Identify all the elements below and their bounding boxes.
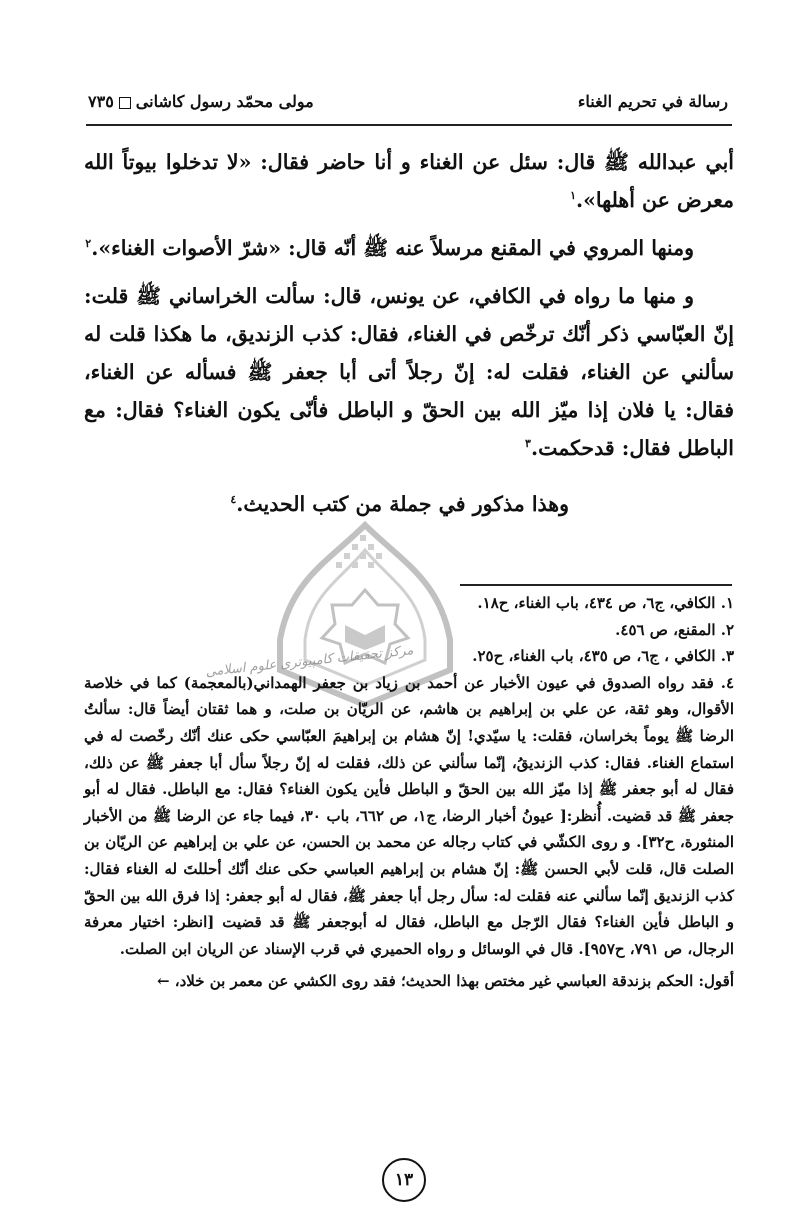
running-header	[88, 90, 728, 120]
footnotes	[84, 590, 734, 995]
main-text	[84, 143, 734, 523]
page-reference: ٧٣٥	[88, 92, 114, 111]
running-title: رسالة في تحريم الغناء	[577, 92, 728, 111]
paragraph: أبي عبدالله ﷺ قال: سئل عن الغناء و أنا حاضر فقال: «لا تدخلوا بيوتاً الله معرض عن أهلها».$^١$	[84, 150, 734, 212]
running-author	[88, 92, 314, 111]
footnote-item: ٤. فقد رواه الصدوق في عيون الأخبار عن أحمد بن زياد بن جعفر الهمداني(بالمعجمة) كما في خلاصة الأقوال، وهو ثقة، عن علي بن إبراهيم بن هاشم، عن الريّان بن صلت، و هما ثقتان أيضاً قال: سألتُ الرضا ﷺ يوماً بخراسان، فقلت: يا سيّدي! إنّ هشام بن إبراهيمَ العبّاسي حكى عنك أنّك رخّصت له في استماع الغناء. فقال: كذب الزنديقُ، إنّما سألني عن ذلك، فقلت له إنّ رجلاً سأل أبا جعفر ﷺ عن ذلك، فقال له أبو جعفر ﷺ إذا ميّز الله بين الحقّ و الباطل فأين يكون الغناء؟ فقال: مع الباطل. فقال له أبو جعفر ﷺ قد قضيت. أُنظر:[ عيونُ أخبار الرضا، ج١، ص ٦٦٢، باب ٣٠، فيما جاء عن الرضا ﷺ من الأخبار المنثورة، ح٣٢]. و روى الكشّي في كتاب رجاله عن محمد بن الحسن، عن علي بن إبراهيم عن الريّان بن الصلت قال، قلت لأبي الحسن ﷺ: إنّ هشام بن إبراهيم العباسي حكى عنك أنّك أحللتَ له الغناء فقال: كذب الزنديق إنّما سألني عنه فقلت له: سأل رجل أبا جعفر ﷺ، فقال له أبو جعفر: إذا فرق الله بين الحقّ و الباطل فأين الغناء؟ فقال الرّجل مع الباطل، فقال له أبوجعفر ﷺ قد قضيت [انظر: اختيار معرفة الرجال، ص ٧٩١، ح٩٥٧]. قال في الوسائل و رواه الحميري في قرب الإسناد عن الريان ابن الصلت.	[84, 673, 735, 958]
paragraph: وهذا مذكور في جملة من كتب الحديث.$^٤$	[230, 492, 569, 516]
author-name: مولى محمّد رسول كاشانى	[135, 92, 314, 111]
footnote-item: ٣. الكافي ، ج٦، ص ٤٣٥، باب الغناء، ح٢٥.	[472, 647, 734, 666]
paragraph: و منها ما رواه في الكافي، عن يونس، قال: سألت الخراساني ﷺ قلت: إنّ العبّاسي ذكر أنّك ترخّص في الغناء، فقال: كذب الزنديق، ما هكذا قلت له سألني عن الغناء، فقلت له: إنّ رجلاً أتى أبا جعفر ﷺ فسأله عن الغناء، فقال: يا فلان إذا ميّز الله بين الحقّ و الباطل فأنّى يكون الغناء؟ فقال: مع الباطل فقال: قدحكمت.$^٣$	[84, 284, 734, 460]
paragraph: ومنها المروي في المقنع مرسلاً عنه ﷺ أنّه قال: «شرّ الأصوات الغناء».$^٢$	[85, 236, 694, 260]
footnote-item: ١. الكافي، ج٦، ص ٤٣٤، باب الغناء، ح١٨.	[477, 594, 734, 612]
footnote-mark: ٣	[525, 437, 531, 451]
footnote-rule	[460, 584, 732, 586]
watermark-text: مركز تحقيقات كامپيوترى علوم اسلامى	[204, 643, 415, 680]
footnote-mark: ١	[570, 189, 576, 203]
continue-arrow-icon: ←	[156, 972, 170, 991]
page-number: ١٣	[382, 1158, 426, 1202]
header-rule	[86, 124, 732, 126]
footnote-continuation: أقول: الحكم بزندقة العباسي غير مختص بهذا الحديث؛ فقد روى الكشي عن معمر بن خلاد، ←	[156, 972, 734, 991]
footnote-mark: ٤	[230, 493, 237, 507]
footnote-mark: ٢	[85, 237, 92, 251]
footnote-item: ٢. المقنع، ص ٤٥٦.	[615, 620, 734, 639]
square-separator-icon	[119, 97, 131, 109]
